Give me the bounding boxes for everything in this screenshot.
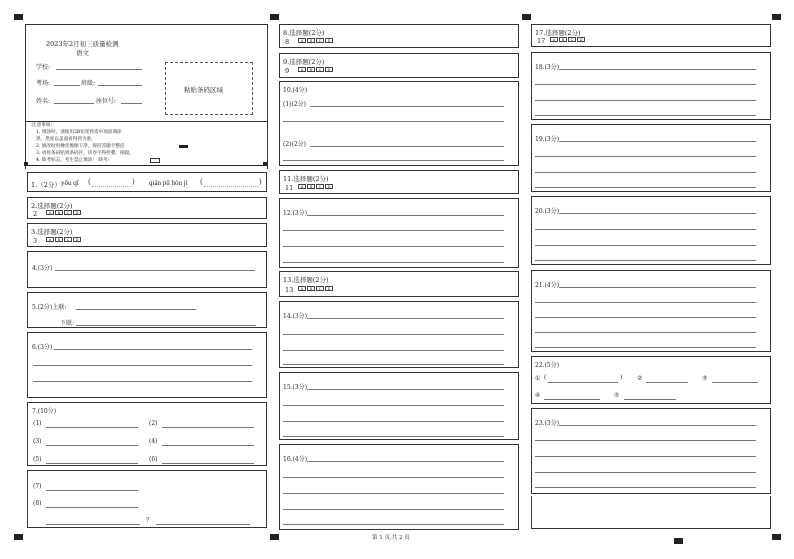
q12-line[interactable]	[283, 246, 504, 247]
school-field[interactable]	[56, 69, 142, 70]
q9-option-b[interactable]: B	[307, 67, 315, 72]
q8-title: 8.选择题(2分)	[283, 29, 325, 37]
q1-answer-2[interactable]	[204, 186, 258, 187]
q2-title: 2.选择题(2分)	[31, 202, 73, 210]
q13-option-d[interactable]: D	[325, 286, 333, 291]
q9-title: 9.选择题(2分)	[283, 58, 325, 66]
q21-line[interactable]	[535, 347, 756, 348]
q21-line[interactable]	[535, 302, 756, 303]
q13-option-a[interactable]: A	[298, 286, 306, 291]
header-panel	[25, 24, 268, 169]
q15-line[interactable]	[283, 436, 504, 437]
q11-option-b[interactable]: B	[307, 184, 315, 189]
q7-line-5[interactable]	[46, 463, 138, 464]
q1-bracket-open: (	[200, 178, 203, 186]
q16-line[interactable]	[283, 509, 504, 510]
registration-mark	[14, 14, 23, 20]
q15-label: 15.(3分)	[283, 384, 308, 391]
q16-line[interactable]	[307, 461, 504, 462]
q7-line-10[interactable]	[156, 524, 250, 525]
q2-option-c[interactable]: C	[64, 210, 72, 215]
q18-box	[531, 52, 771, 120]
q2-box	[27, 197, 267, 219]
q3-number: 3	[33, 237, 38, 245]
q20-line[interactable]	[559, 213, 756, 214]
school-label: 学校:	[36, 64, 51, 71]
q9-box	[279, 53, 519, 78]
exam-room-label: 考场:	[36, 80, 51, 87]
q22-item-1: ①	[535, 375, 541, 382]
seat-field[interactable]	[121, 103, 142, 104]
exam-room-field[interactable]	[54, 85, 80, 86]
q22-box	[531, 356, 771, 404]
q1-bracket-close: )	[132, 178, 135, 186]
q17-title: 17.选择题(2分)	[535, 29, 581, 37]
q12-box	[279, 198, 519, 268]
q15-line[interactable]	[283, 421, 504, 422]
q22-bracket-close: )	[620, 374, 623, 381]
q8-box	[279, 24, 519, 48]
q10-sub-1: (1)(2分)	[283, 101, 306, 108]
q3-option-a[interactable]: A	[46, 237, 54, 242]
q7-continued-box	[27, 470, 267, 528]
q5-upper-line[interactable]	[76, 309, 196, 310]
q16-box	[279, 444, 519, 530]
q15-line[interactable]	[307, 389, 504, 390]
q21-label: 21.(4分)	[535, 282, 560, 289]
q12-line[interactable]	[283, 230, 504, 231]
q20-line[interactable]	[535, 229, 756, 230]
q14-line[interactable]	[307, 318, 504, 319]
q19-label: 19.(3分)	[535, 136, 560, 143]
registration-mark	[14, 534, 23, 540]
q12-line[interactable]	[283, 262, 504, 263]
exam-title: 2023年2月初三质量检测	[46, 40, 119, 48]
q7-item-5: (5)	[33, 456, 42, 463]
q21-line[interactable]	[535, 317, 756, 318]
q1-pinyin-2: qián pū hòu jì	[149, 179, 188, 187]
q7-label: 7.(10分)	[32, 408, 57, 415]
q5-lower-line[interactable]	[76, 325, 256, 326]
q19-line[interactable]	[535, 172, 756, 173]
q10-sub-2: (2)(2分)	[283, 141, 306, 148]
q9-number: 9	[285, 67, 290, 75]
registration-mark	[270, 534, 279, 540]
q18-line[interactable]	[535, 84, 756, 85]
q22-line-5[interactable]	[624, 399, 676, 400]
absent-checkbox[interactable]	[150, 158, 160, 163]
q17-option-d[interactable]: D	[577, 37, 585, 42]
q7-line-1[interactable]	[46, 427, 138, 428]
q8-option-d[interactable]: D	[325, 38, 333, 43]
q10-line[interactable]	[283, 121, 504, 122]
registration-mark	[270, 14, 279, 20]
q7-line-8[interactable]	[46, 507, 138, 508]
q13-number: 13	[285, 286, 294, 294]
example-fill-mark	[179, 145, 188, 148]
seat-label: 座位号:	[96, 98, 117, 105]
q7-item-6: (6)	[149, 456, 158, 463]
q1-label: 1.（2分）	[31, 181, 61, 189]
q8-options	[298, 38, 333, 43]
divider	[26, 121, 267, 122]
q17-option-a[interactable]: A	[550, 37, 558, 42]
q18-label: 18.(3分)	[535, 64, 560, 71]
q13-title: 13.选择题(2分)	[283, 276, 329, 284]
q10-box	[279, 81, 519, 166]
q7-item-7: (7)	[33, 483, 42, 490]
q19-line[interactable]	[535, 187, 756, 188]
exam-subject: 语文	[76, 49, 89, 57]
q11-number: 11	[285, 184, 294, 192]
q19-line[interactable]	[535, 156, 756, 157]
q14-line[interactable]	[283, 334, 504, 335]
q16-line[interactable]	[283, 493, 504, 494]
q2-options	[46, 210, 81, 215]
q4-box	[27, 251, 267, 288]
q3-box	[27, 223, 267, 247]
q14-box	[279, 301, 519, 368]
q22-label: 22.(5分)	[535, 362, 560, 369]
q20-label: 20.(3分)	[535, 208, 560, 215]
q7-line-9[interactable]	[46, 524, 140, 525]
q17-number: 17	[537, 37, 546, 45]
q6-label: 6.(3分)	[32, 344, 53, 351]
q13-box	[279, 271, 519, 297]
q6-line[interactable]	[54, 349, 252, 350]
q23-box	[531, 408, 771, 494]
q22-item-4: ④	[535, 392, 541, 399]
note-3: 2. 修改时用橡皮擦擦干净，保持答题卡整洁	[36, 144, 125, 149]
class-field[interactable]	[98, 85, 142, 86]
q17-option-b[interactable]: B	[559, 37, 567, 42]
q10-line[interactable]	[310, 106, 504, 107]
q11-title: 11.选择题(2分)	[283, 175, 329, 183]
q23-line[interactable]	[535, 472, 756, 473]
q22-line-3[interactable]	[712, 382, 758, 383]
q1-pinyin-1: yōu qī	[61, 179, 79, 187]
q2-number: 2	[33, 210, 38, 218]
q21-line[interactable]	[535, 332, 756, 333]
q2-option-b[interactable]: B	[55, 210, 63, 215]
q23-line[interactable]	[535, 440, 756, 441]
q22-line-4[interactable]	[544, 399, 600, 400]
q13-option-c[interactable]: C	[316, 286, 324, 291]
note-1: 1. 填涂时，请使用2B铅笔将选中项涂满涂	[36, 130, 122, 135]
q18-line[interactable]	[535, 100, 756, 101]
q22-item-2: ②	[637, 375, 643, 382]
registration-mark	[674, 538, 683, 544]
q10-line[interactable]	[283, 160, 504, 161]
q5-box	[27, 292, 267, 328]
class-label: 班级:	[81, 80, 96, 87]
q23-label: 23.(3分)	[535, 420, 560, 427]
q1-box	[27, 172, 267, 192]
q17-options	[550, 37, 585, 42]
q15-box	[279, 372, 519, 440]
q1-answer-1[interactable]	[92, 186, 132, 187]
q6-box	[27, 332, 267, 398]
q23-line[interactable]	[535, 487, 756, 488]
q11-option-d[interactable]: D	[325, 184, 333, 189]
name-field[interactable]	[54, 103, 94, 104]
q13-option-b[interactable]: B	[307, 286, 315, 291]
q11-option-a[interactable]: A	[298, 184, 306, 189]
q9-option-c[interactable]: C	[316, 67, 324, 72]
q9-option-a[interactable]: A	[298, 67, 306, 72]
q20-line[interactable]	[535, 260, 756, 261]
q3-option-b[interactable]: B	[55, 237, 63, 242]
q13-options	[298, 286, 333, 291]
note-2: 黑，黑度以盖面看得到为准。	[36, 137, 96, 142]
q4-answer-line[interactable]	[55, 270, 255, 271]
q16-line[interactable]	[283, 477, 504, 478]
notes-title: 注意事项:	[32, 123, 52, 128]
barcode-area[interactable]	[165, 62, 253, 115]
q17-box	[531, 24, 771, 47]
q1-bracket-close: )	[259, 178, 262, 186]
q7-item-8: (8)	[33, 500, 42, 507]
registration-mark	[772, 534, 781, 540]
q12-line[interactable]	[307, 215, 504, 216]
q11-box	[279, 170, 519, 194]
registration-mark	[522, 14, 531, 20]
q8-option-c[interactable]: C	[316, 38, 324, 43]
q8-option-a[interactable]: A	[298, 38, 306, 43]
q3-options	[46, 237, 81, 242]
q10-label: 10.(4分)	[283, 87, 308, 94]
name-label: 姓名:	[36, 98, 51, 105]
q22-item-3: ③	[702, 375, 708, 382]
q7-item-1: (1)	[33, 420, 42, 427]
q11-options	[298, 184, 333, 189]
q5-second-label: 下联:	[60, 320, 75, 327]
q22-line-1[interactable]	[548, 382, 618, 383]
q23-line[interactable]	[559, 425, 756, 426]
page-footer: 第 1 页,共 2 页	[372, 535, 410, 541]
q14-label: 14.(3分)	[283, 313, 308, 320]
q3-title: 3.选择题(2分)	[31, 228, 73, 236]
barcode-label: 粘贴条码区域	[184, 86, 223, 94]
q7-line-2[interactable]	[162, 427, 254, 428]
q22-item-5: ⑤	[614, 392, 620, 399]
q21-line[interactable]	[559, 287, 756, 288]
q8-number: 8	[285, 38, 290, 46]
q6-line[interactable]	[33, 381, 252, 382]
q5-label: 5.(2分)上联:	[32, 304, 67, 311]
q16-line[interactable]	[283, 524, 504, 525]
q9-option-d[interactable]: D	[325, 67, 333, 72]
note-5: 4. 缺考标志，考生禁止填涂！ 缺考:	[36, 158, 110, 163]
q22-bracket-open: (	[544, 374, 547, 381]
q12-label: 12.(3分)	[283, 210, 308, 217]
q3-option-c[interactable]: C	[64, 237, 72, 242]
q9-options	[298, 67, 333, 72]
note-4: 3. 请将条码贴到条码区，试卷不得折叠、困毁。	[36, 151, 134, 156]
q7-box	[27, 402, 267, 466]
q16-label: 16.(4分)	[283, 456, 308, 463]
q1-bracket-open: (	[88, 178, 91, 186]
q8-option-b[interactable]: B	[307, 38, 315, 43]
q7-line-4[interactable]	[162, 445, 254, 446]
q7-line-7[interactable]	[46, 490, 138, 491]
q6-line[interactable]	[33, 365, 252, 366]
q7-item-3: (3)	[33, 438, 42, 445]
q10-line[interactable]	[310, 146, 504, 147]
q7-item-2: (2)	[149, 420, 158, 427]
q14-line[interactable]	[283, 350, 504, 351]
q15-line[interactable]	[283, 405, 504, 406]
q20-box	[531, 196, 771, 265]
blank-answer-area	[531, 496, 771, 529]
q11-option-c[interactable]: C	[316, 184, 324, 189]
q21-box	[531, 270, 771, 352]
registration-mark	[772, 14, 781, 20]
q18-line[interactable]	[535, 115, 756, 116]
header-separator	[27, 165, 266, 166]
q17-option-c[interactable]: C	[568, 37, 576, 42]
q2-option-a[interactable]: A	[46, 210, 54, 215]
q7-line-3[interactable]	[46, 445, 138, 446]
q18-line[interactable]	[559, 69, 756, 70]
q19-line[interactable]	[559, 141, 756, 142]
q7-line-6[interactable]	[162, 463, 254, 464]
q2-option-d[interactable]: D	[73, 210, 81, 215]
q7-item-4: (4)	[149, 438, 158, 445]
q19-box	[531, 124, 771, 192]
q22-line-2[interactable]	[646, 382, 688, 383]
q23-line[interactable]	[535, 456, 756, 457]
q3-option-d[interactable]: D	[73, 237, 81, 242]
q14-line[interactable]	[283, 364, 504, 365]
q4-label: 4.(3分)	[32, 265, 53, 272]
q20-line[interactable]	[535, 245, 756, 246]
q7-question-mark: ?	[146, 517, 150, 524]
